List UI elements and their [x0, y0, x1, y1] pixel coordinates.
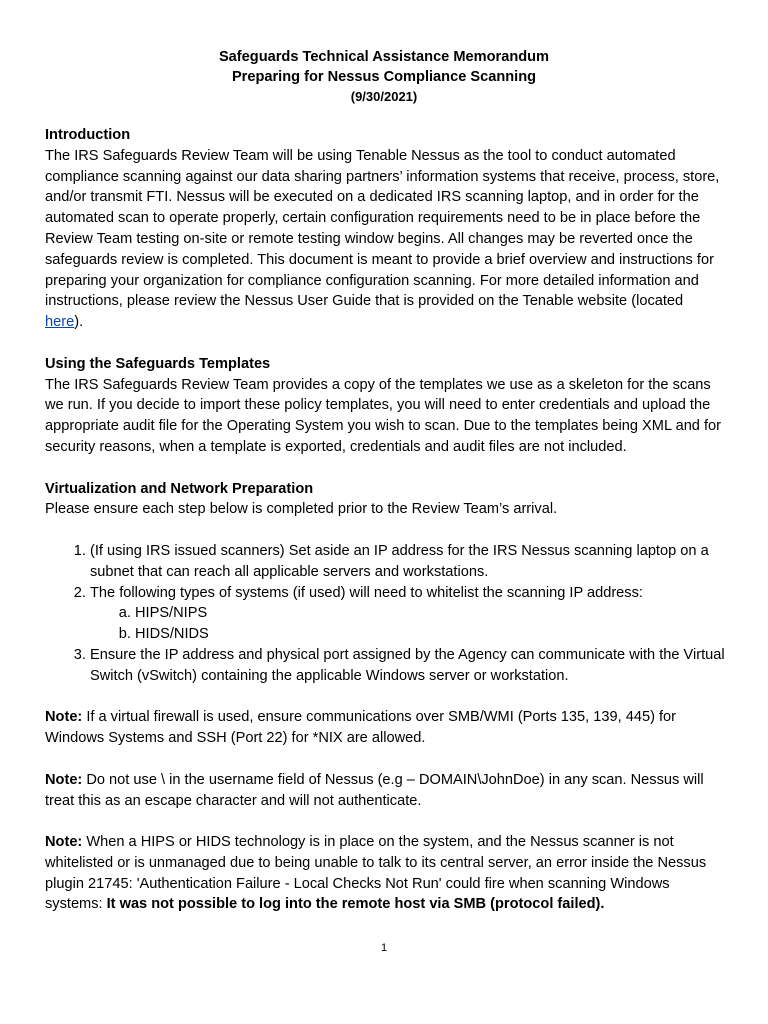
preparation-steps [45, 541, 725, 687]
templates-paragraph: The IRS Safeguards Review Team provides a copy of the templates we use as a skeleton for the scans we run. If you decide to import these policy templates, you will need to enter credentials and upload the appropriate audit file for the Operating System you wish to scan. Due to the templates being XML and for security reasons, when a template is exported, credentials and audit files are not included. [45, 376, 722, 455]
note-username [45, 770, 725, 812]
note-label: Note: [45, 771, 83, 788]
document-date: (9/30/2021) [350, 89, 418, 104]
templates-section [45, 354, 725, 458]
step-text: (If using IRS issued scanners) Set aside an IP address for the IRS Nessus scanning laptop on a subnet that can reach all applicable servers and workstations. [90, 542, 709, 580]
introduction-heading: Introduction [45, 127, 131, 143]
note-text: Do not use \ in the username field of Nessus (e.g – DOMAIN\JohnDoe) in any scan. Nessus will treat this as an escape character and will not authenticate. [45, 771, 704, 809]
introduction-text: The IRS Safeguards Review Team will be using Tenable Nessus as the tool to conduct automated compliance scanning against our data sharing partners’ information systems that receive, process, store, and/or transmit FTI. Nessus will be executed on a dedicated IRS scanning laptop, and in order for the automated scan to operate properly, certain configuration requirements need to be in place before the Review Team testing on-site or remote testing window begins. All changes may be reverted once the safeguards review is completed. This document is meant to provide a brief overview and instructions for preparing your organization for compliance configuration scanning. For more detailed information and instructions, please review the Nessus User Guide that is provided on the Tenable website (located [45, 147, 720, 310]
note-error-message: It was not possible to log into the remote host via SMB (protocol failed). [106, 896, 605, 913]
note-hips [45, 832, 725, 915]
step-item [90, 541, 725, 583]
substep-item: a. HIPS/NIPS [135, 603, 725, 624]
note-text: When a HIPS or HIDS technology is in place on the system, and the Nessus scanner is not whitelisted or is unmanaged due to being unable to talk to its central server, an error inside the Nessus plugin 21745: 'Authentication Failure - Local Checks Not Run' could fire when scanning Windows systems: [45, 834, 707, 913]
note-firewall [45, 707, 725, 749]
introduction-tail: ). [74, 314, 84, 331]
step-text: The following types of systems (if used) will need to whitelist the scanning IP address: [90, 584, 643, 601]
steps-list [45, 541, 725, 687]
document-body [45, 125, 725, 936]
step-text: Ensure the IP address and physical port assigned by the Agency can communicate with the Virtual Switch (vSwitch) containing the applicable Windows server or workstation. [90, 646, 725, 684]
note-label: Note: [45, 709, 83, 726]
introduction-section [45, 125, 725, 333]
virtualization-intro: Please ensure each step below is completed prior to the Review Team’s arrival. [45, 501, 558, 518]
note-text: If a virtual firewall is used, ensure communications over SMB/WMI (Ports 135, 139, 445) for Windows Systems and SSH (Port 22) for *NIX are allowed. [45, 709, 677, 747]
substep-item: b. HIDS/NIDS [135, 624, 725, 645]
document-title: Safeguards Technical Assistance Memorandum [218, 49, 550, 65]
virtualization-section [45, 479, 725, 521]
step-item [90, 583, 725, 645]
templates-heading: Using the Safeguards Templates [45, 355, 271, 372]
step-item [90, 645, 725, 687]
document-subtitle: Preparing for Nessus Compliance Scanning [231, 69, 537, 85]
substeps-list [90, 603, 725, 645]
page-number: 1 [380, 942, 388, 954]
introduction-paragraph [45, 146, 725, 333]
note-label: Note: [45, 834, 83, 851]
tenable-website-link[interactable]: here [45, 314, 75, 331]
virtualization-heading: Virtualization and Network Preparation [45, 480, 314, 497]
title-block [0, 47, 768, 107]
